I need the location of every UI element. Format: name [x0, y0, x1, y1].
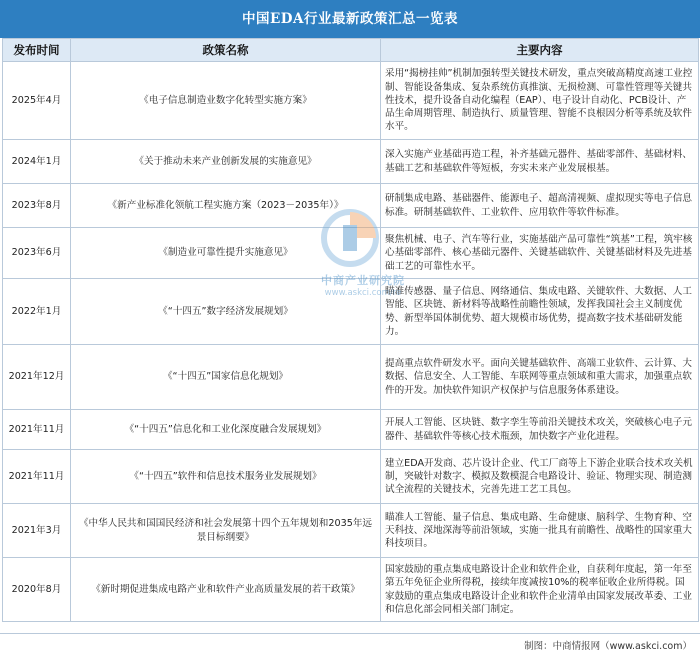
table-row [3, 450, 699, 504]
row-date: 2021年3月 [3, 504, 71, 558]
row-policy-name: 《“十四五”数字经济发展规划》 [71, 279, 381, 345]
row-date: 2021年11月 [3, 410, 71, 450]
row-date: 2023年6月 [3, 228, 71, 279]
row-content: 深入实施产业基础再造工程，补齐基础元器件、基础零部件、基础材料、基础工艺和基础软件等短板，夯实未来产业发展根基。 [381, 140, 699, 184]
footer [0, 633, 700, 655]
row-date: 2021年12月 [3, 345, 71, 410]
row-policy-name: 《“十四五”信息化和工业化深度融合发展规划》 [71, 410, 381, 450]
row-date: 2021年11月 [3, 450, 71, 504]
table-row [3, 228, 699, 279]
table-row [3, 279, 699, 345]
table-header-row [3, 39, 699, 62]
row-content: 提高重点软件研发水平。面向关键基础软件、高端工业软件、云计算、大数据、信息安全、人工智能、车联网等重点领域和重大需求，加强重点软件的开发。加快软件知识产权保护与信息服务体系建设。 [381, 345, 699, 410]
row-content: 开展人工智能、区块链、数字孪生等前沿关键技术攻关，突破核心电子元器件、基础软件等核心技术瓶颈，加快数字产业化进程。 [381, 410, 699, 450]
row-date: 2020年8月 [3, 558, 71, 622]
watermark-text: 中商产业研究院 [321, 274, 405, 287]
row-date: 2024年1月 [3, 140, 71, 184]
row-policy-name: 《关于推动未来产业创新发展的实施意见》 [71, 140, 381, 184]
row-content: 建立EDA开发商、芯片设计企业、代工厂商等上下游企业联合技术攻关机制，突破针对数字、模拟及数模混合电路设计、验证、物理实现、制造测试全流程的关键技术，完善先进工艺工具包。 [381, 450, 699, 504]
table-row [3, 184, 699, 228]
row-content: 瞄准传感器、量子信息、网络通信、集成电路、关键软件、大数据、人工智能、区块链、新材料等战略性前瞻性领域，发挥我国社会主义制度优势、新型举国体制优势、超大规模市场优势，提高数字技术基础研发能力。 [381, 279, 699, 345]
row-policy-name: 《“十四五”软件和信息技术服务业发展规划》 [71, 450, 381, 504]
watermark-url: www.askci.com/re [324, 288, 402, 298]
table-row [3, 62, 699, 140]
header-main-content: 主要内容 [381, 39, 699, 62]
row-policy-name: 《“十四五”国家信息化规划》 [71, 345, 381, 410]
row-date: 2023年8月 [3, 184, 71, 228]
row-content: 瞄准人工智能、量子信息、集成电路、生命健康、脑科学、生物育种、空天科技、深地深海等前沿领域，实施一批具有前瞻性、战略性的国家重大科技项目。 [381, 504, 699, 558]
row-date: 2025年4月 [3, 62, 71, 140]
source-credit: 制图：中商情报网（www.askci.com） [524, 641, 692, 652]
table-row [3, 140, 699, 184]
row-content: 研制集成电路、基础器件、能源电子、超高清视频、虚拟现实等电子信息标准。研制基础软件、工业软件、应用软件等软件标准。 [381, 184, 699, 228]
policy-table [2, 38, 699, 622]
table-row [3, 504, 699, 558]
page-title: 中国EDA行业最新政策汇总一览表 [0, 0, 700, 38]
row-policy-name: 《电子信息制造业数字化转型实施方案》 [71, 62, 381, 140]
header-date: 发布时间 [3, 39, 71, 62]
header-policy-name: 政策名称 [71, 39, 381, 62]
row-content: 采用“揭榜挂帅”机制加强转型关键技术研发，重点突破高精度高速工业控制、智能设备集成、复杂系统仿真推演、无损检测、可靠性管理等关键共性技术，提升设备自动化编程（EAP）、电子设计自动化、PCB设计、产品生命周期管理、制造执行、质量管理、智能不良根因分析等系统及软件水平。 [381, 62, 699, 140]
row-content: 聚焦机械、电子、汽车等行业，实施基础产品可靠性“筑基”工程，筑牢核心基础零部件、核心基础元器件、关键基础软件、关键基础材料及先进基础工艺的可靠性水平。 [381, 228, 699, 279]
row-policy-name: 《新产业标准化领航工程实施方案（2023－2035年）》 [71, 184, 381, 228]
table-row [3, 558, 699, 622]
row-content: 国家鼓励的重点集成电路设计企业和软件企业，自获利年度起，第一年至第五年免征企业所得税，接续年度减按10%的税率征收企业所得税。国家鼓励的重点集成电路设计企业和软件企业清单由国家发展改革委、工业和信息化部会同相关部门制定。 [381, 558, 699, 622]
table-row [3, 345, 699, 410]
row-date: 2022年1月 [3, 279, 71, 345]
row-policy-name: 《制造业可靠性提升实施意见》 [71, 228, 381, 279]
table-row [3, 410, 699, 450]
row-policy-name: 《中华人民共和国国民经济和社会发展第十四个五年规划和2035年远景目标纲要》 [71, 504, 381, 558]
row-policy-name: 《新时期促进集成电路产业和软件产业高质量发展的若干政策》 [71, 558, 381, 622]
